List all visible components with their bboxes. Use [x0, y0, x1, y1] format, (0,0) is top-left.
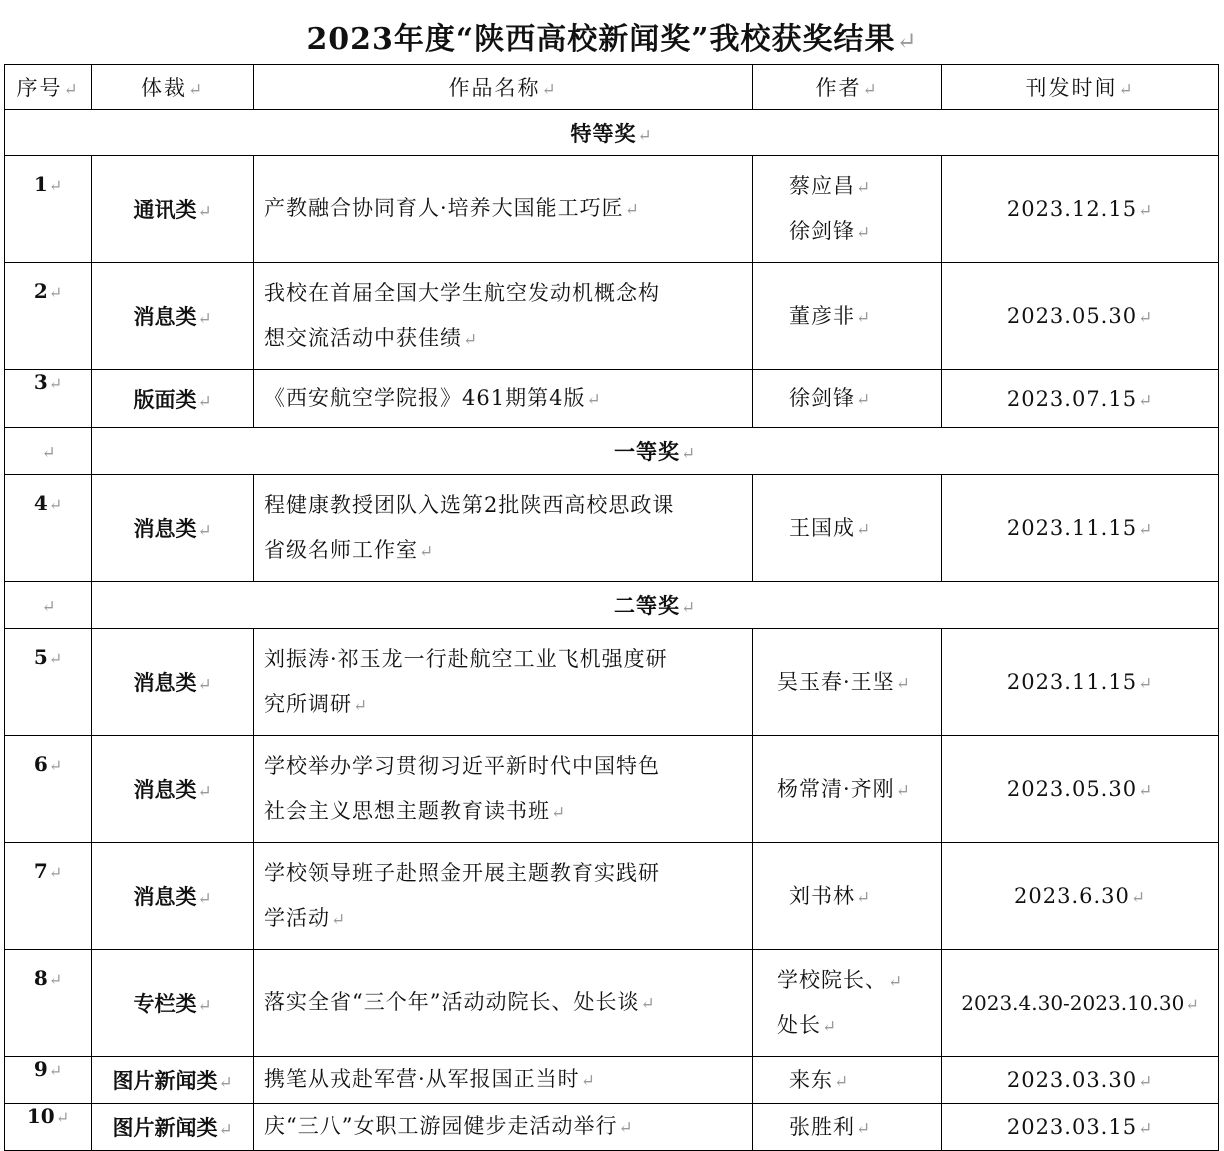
paragraph-mark-icon: ↵ [197, 308, 212, 328]
date-cell: 2023.11.15↵ [942, 475, 1219, 582]
paragraph-mark-icon: ↵ [580, 1070, 596, 1090]
paragraph-mark-icon: ↵ [1185, 995, 1199, 1014]
genre-cell: 图片新闻类↵ [92, 1057, 254, 1104]
award-category-label: 一等奖↵ [92, 428, 1219, 475]
author-cell: 吴玉春·王坚↵ [753, 629, 942, 736]
table-row [5, 263, 1219, 370]
genre-cell: 消息类↵ [92, 736, 254, 843]
paragraph-mark-icon: ↵ [48, 495, 63, 514]
date-cell: 2023.11.15↵ [942, 629, 1219, 736]
work-title-cell: 学校领导班子赴照金开展主题教育实践研 学活动↵ [254, 843, 753, 950]
table-row [5, 1104, 1219, 1151]
paragraph-mark-icon: ↵ [895, 672, 911, 693]
author-cell: 杨常清·齐刚↵ [753, 736, 942, 843]
paragraph-mark-icon: ↵ [48, 863, 63, 882]
row-number: 2↵ [5, 263, 92, 370]
genre-cell: 版面类↵ [92, 370, 254, 428]
work-title-cell: 我校在首届全国大学生航空发动机概念构 想交流活动中获佳绩↵ [254, 263, 753, 370]
date-cell: 2023.03.30↵ [942, 1057, 1219, 1104]
paragraph-mark-icon: ↵ [856, 1117, 872, 1138]
paragraph-mark-icon: ↵ [197, 520, 212, 540]
paragraph-mark-icon: ↵ [680, 443, 697, 463]
paragraph-mark-icon: ↵ [197, 781, 212, 801]
table-row [5, 843, 1219, 950]
paragraph-mark-icon: ↵ [856, 222, 872, 242]
paragraph-mark-icon: ↵ [1138, 519, 1154, 539]
paragraph-mark-icon: ↵ [48, 283, 63, 302]
paragraph-mark-icon: ↵ [197, 674, 212, 694]
header-date: 刊发时间↵ [942, 65, 1219, 110]
genre-cell: 消息类↵ [92, 475, 254, 582]
row-number: 3↵ [5, 370, 92, 428]
header-num: 序号↵ [5, 65, 92, 110]
paragraph-mark-icon: ↵ [48, 176, 63, 195]
paragraph-mark-icon: ↵ [834, 1070, 850, 1091]
work-title-cell: 程健康教授团队入选第2批陕西高校思政课 省级名师工作室↵ [254, 475, 753, 582]
award-category-row [5, 110, 1219, 156]
row-number: 9↵ [5, 1057, 92, 1104]
author-cell: 王国成↵ [753, 475, 942, 582]
award-table [4, 64, 1219, 1151]
row-number: 8↵ [5, 950, 92, 1057]
paragraph-mark-icon: ↵ [48, 970, 63, 989]
paragraph-mark-icon: ↵ [55, 1108, 70, 1127]
category-num-cell [5, 428, 92, 475]
author-cell: 董彦非↵ [753, 263, 942, 370]
paragraph-mark-icon: ↵ [1138, 200, 1154, 220]
paragraph-mark-icon: ↵ [586, 388, 602, 409]
genre-cell: 消息类↵ [92, 843, 254, 950]
paragraph-mark-icon: ↵ [888, 971, 904, 991]
table-header-row [5, 65, 1219, 110]
date-cell: 2023.05.30↵ [942, 263, 1219, 370]
paragraph-mark-icon: ↵ [1138, 673, 1154, 693]
paragraph-mark-icon: ↵ [1138, 1071, 1154, 1091]
paragraph-mark-icon: ↵ [197, 201, 212, 221]
paragraph-mark-icon: ↵ [1138, 307, 1154, 327]
table-row [5, 370, 1219, 428]
award-category-row [5, 428, 1219, 475]
paragraph-mark-icon: ↵ [1138, 1118, 1154, 1138]
date-cell: 2023.4.30-2023.10.30↵ [942, 950, 1219, 1057]
paragraph-mark-icon: ↵ [48, 756, 63, 775]
paragraph-mark-icon: ↵ [197, 390, 212, 411]
table-row [5, 156, 1219, 263]
paragraph-mark-icon: ↵ [353, 694, 369, 715]
paragraph-mark-icon: ↵ [331, 908, 347, 929]
table-row [5, 629, 1219, 736]
work-title-cell: 学校举办学习贯彻习近平新时代中国特色 社会主义思想主题教育读书班↵ [254, 736, 753, 843]
work-title-cell: 携笔从戎赴军营·从军报国正当时↵ [254, 1057, 753, 1104]
paragraph-mark-icon: ↵ [1138, 780, 1154, 800]
document-title: 2023年度“陕西高校新闻奖”我校获奖结果↵ [306, 22, 918, 57]
paragraph-mark-icon: ↵ [680, 597, 697, 617]
paragraph-mark-icon: ↵ [197, 995, 212, 1015]
work-title-cell: 产教融合协同育人·培养大国能工巧匠↵ [254, 156, 753, 263]
paragraph-mark-icon: ↵ [637, 124, 653, 145]
paragraph-mark-icon: ↵ [197, 888, 212, 908]
row-number: 5↵ [5, 629, 92, 736]
paragraph-mark-icon: ↵ [551, 801, 567, 822]
genre-cell: 专栏类↵ [92, 950, 254, 1057]
paragraph-mark-icon: ↵ [41, 596, 56, 616]
paragraph-mark-icon: ↵ [48, 374, 63, 393]
paragraph-mark-icon: ↵ [624, 199, 640, 219]
work-title-cell: 庆“三八”女职工游园健步走活动举行↵ [254, 1104, 753, 1151]
author-cell: 来东↵ [753, 1057, 942, 1104]
award-category-label: 二等奖↵ [92, 582, 1219, 629]
row-number: 10↵ [5, 1104, 92, 1151]
paragraph-mark-icon: ↵ [218, 1072, 233, 1092]
paragraph-mark-icon: ↵ [822, 1016, 838, 1036]
paragraph-mark-icon: ↵ [48, 649, 63, 668]
row-number: 1↵ [5, 156, 92, 263]
date-cell: 2023.12.15↵ [942, 156, 1219, 263]
paragraph-mark-icon: ↵ [856, 886, 872, 907]
table-row [5, 736, 1219, 843]
work-title-cell: 刘振涛·祁玉龙一行赴航空工业飞机强度研 究所调研↵ [254, 629, 753, 736]
header-author: 作者↵ [753, 65, 942, 110]
row-number: 7↵ [5, 843, 92, 950]
paragraph-mark-icon: ↵ [1138, 389, 1154, 410]
category-num-cell [5, 582, 92, 629]
award-category-row [5, 582, 1219, 629]
paragraph-mark-icon: ↵ [463, 328, 479, 349]
row-number: 4↵ [5, 475, 92, 582]
genre-cell: 消息类↵ [92, 263, 254, 370]
work-title-cell: 《西安航空学院报》461期第4版↵ [254, 370, 753, 428]
work-title-cell: 落实全省“三个年”活动动院长、处长谈↵ [254, 950, 753, 1057]
row-number: 6↵ [5, 736, 92, 843]
paragraph-mark-icon: ↵ [41, 442, 56, 462]
author-cell: 学校院长、↵ 处长↵ [753, 950, 942, 1057]
table-row [5, 475, 1219, 582]
header-genre: 体裁↵ [92, 65, 254, 110]
paragraph-mark-icon: ↵ [640, 993, 656, 1013]
award-category-label: 特等奖↵ [5, 110, 1219, 156]
paragraph-mark-icon: ↵ [419, 540, 435, 561]
paragraph-mark-icon: ↵ [218, 1119, 233, 1139]
paragraph-mark-icon: ↵ [618, 1117, 634, 1137]
author-cell: 张胜利↵ [753, 1104, 942, 1151]
paragraph-mark-icon: ↵ [856, 306, 872, 327]
header-work: 作品名称↵ [254, 65, 753, 110]
author-cell: 蔡应昌↵ 徐剑锋↵ [753, 156, 942, 263]
paragraph-mark-icon: ↵ [1130, 887, 1146, 907]
paragraph-mark-icon: ↵ [895, 779, 911, 800]
date-cell: 2023.03.15↵ [942, 1104, 1219, 1151]
author-cell: 徐剑锋↵ [753, 370, 942, 428]
table-row [5, 1057, 1219, 1104]
date-cell: 2023.05.30↵ [942, 736, 1219, 843]
paragraph-mark-icon: ↵ [856, 389, 872, 409]
paragraph-mark-icon: ↵ [896, 27, 918, 55]
date-cell: 2023.07.15↵ [942, 370, 1219, 428]
genre-cell: 消息类↵ [92, 629, 254, 736]
genre-cell: 图片新闻类↵ [92, 1104, 254, 1151]
date-cell: 2023.6.30↵ [942, 843, 1219, 950]
genre-cell: 通讯类↵ [92, 156, 254, 263]
paragraph-mark-icon: ↵ [856, 177, 872, 197]
paragraph-mark-icon: ↵ [856, 518, 872, 539]
author-cell: 刘书林↵ [753, 843, 942, 950]
table-row [5, 950, 1219, 1057]
paragraph-mark-icon: ↵ [48, 1061, 63, 1080]
